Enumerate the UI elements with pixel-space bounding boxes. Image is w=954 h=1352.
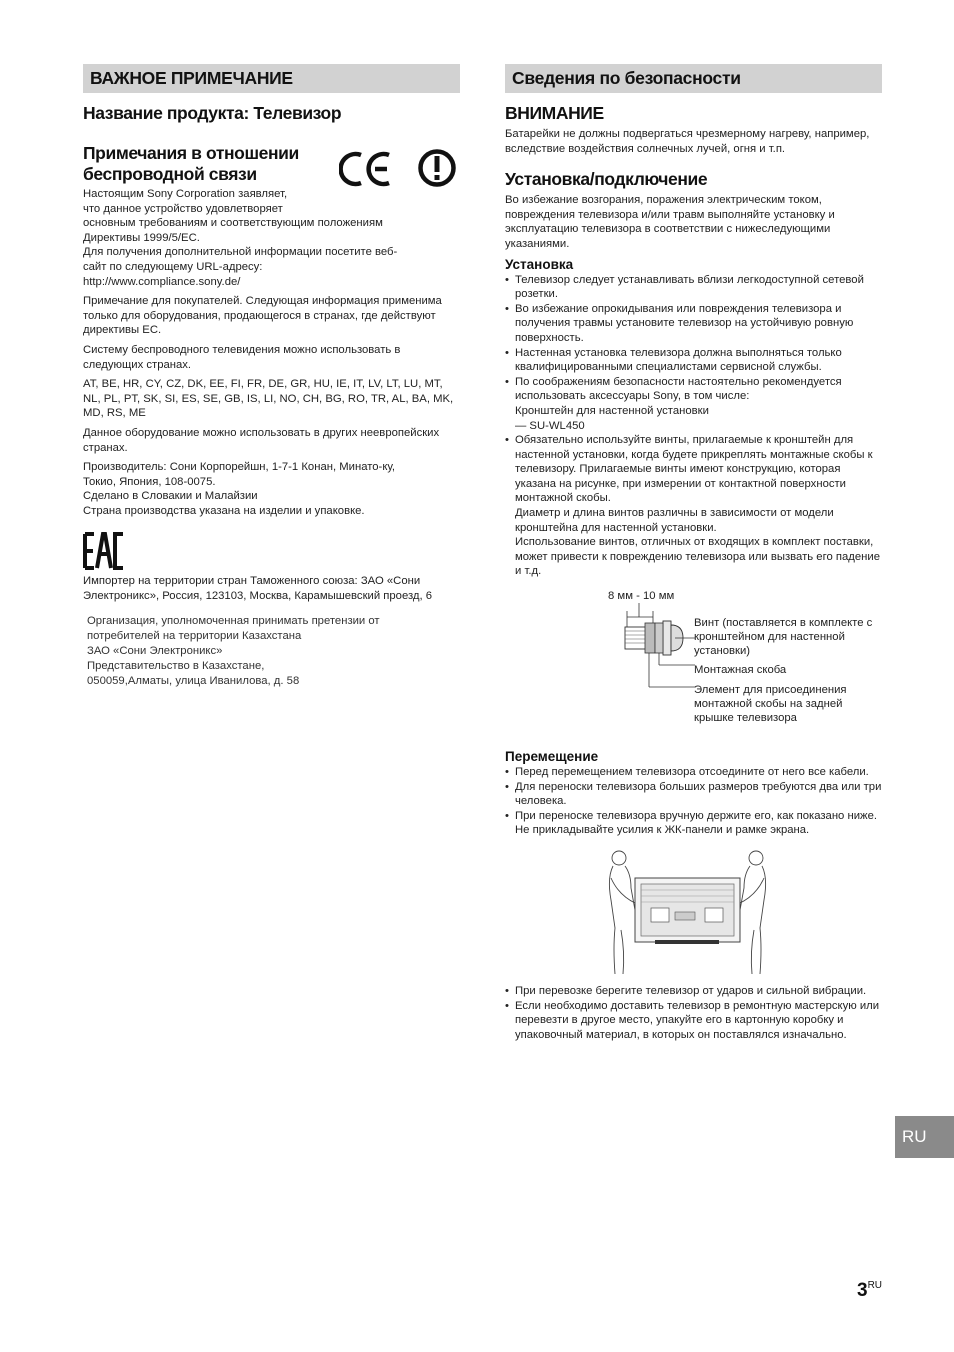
wireless-para-line: Настоящим Sony Corporation заявляет, bbox=[83, 188, 288, 200]
list-item: • Во избежание опрокидывания или повреждения телевизора и получения травмы установите телевизор на устойчивую ровную поверхность. bbox=[505, 302, 882, 346]
product-name-heading: Название продукта: Телевизор bbox=[83, 103, 342, 123]
wireless-para-line: основным требованиям и соответствующим положениям bbox=[83, 217, 383, 230]
countries-list: AT, BE, HR, CY, CZ, DK, EE, FI, FR, DE, GR, HU, IE, IT, LV, LT, LU, MT, NL, PL, PT, SK, SI, ES, SE, GB, IS, LI, NO, CH, BG, RO, TR, AL, BA, MK, MD, RS, ME bbox=[83, 378, 454, 420]
wireless-para-line: Директивы 1999/5/EC. bbox=[83, 231, 200, 244]
org-line: потребителей на территории Казахстана bbox=[87, 629, 302, 642]
carrying-tv-illustration bbox=[605, 848, 770, 978]
installation-subheading: Установка bbox=[505, 256, 574, 272]
non-eu-para: Данное оборудование можно использовать в других неевропейских странах. bbox=[83, 426, 440, 454]
caution-heading: ВНИМАНИЕ bbox=[505, 103, 604, 123]
org-line: Представительство в Казахстане, bbox=[87, 659, 265, 672]
wireless-countries-intro: Систему беспроводного телевидения можно использовать в следующих странах. bbox=[83, 343, 401, 371]
eac-logo-icon bbox=[83, 532, 125, 570]
section-title-important-note: ВАЖНОЕ ПРИМЕЧАНИЕ bbox=[83, 64, 460, 93]
wireless-para-line: Для получения дополнительной информации посетите веб- bbox=[83, 246, 398, 259]
caution-text: Батарейки не должны подвергаться чрезмерному нагреву, например, вследствие воздействия солнечных лучей, огня и т.п. bbox=[505, 128, 870, 155]
manufacturer-line: Производитель: Сони Корпорейшн, 1-7-1 Конан, Минато-ку, bbox=[83, 461, 396, 474]
left-column bbox=[83, 64, 460, 689]
list-item bbox=[505, 375, 882, 433]
section-title-safety: Сведения по безопасности bbox=[505, 64, 882, 93]
screw-label: Винт (поставляется в комплекте с кронштейном для настенной установки) bbox=[694, 617, 873, 658]
screws-item-text: • Обязательно используйте винты, прилагаемые к кронштейн для настенной установки, когда будете прикреплять монтажные скобы к телевизору. Прилагаемые винты имеют конструкцию, которая указана на рисунке, при измерении от контактной поверхности монтажной скобы. bbox=[515, 434, 873, 505]
wireless-para-line: что данное устройство удовлетворяет bbox=[83, 202, 283, 215]
page-number bbox=[857, 1280, 882, 1302]
moving-list-2 bbox=[505, 984, 882, 1042]
list-item: • При перевозке берегите телевизор от ударов и сильной вибрации. bbox=[505, 984, 882, 999]
manufacturer-line: Страна производства указана на изделии и упаковке. bbox=[83, 504, 365, 517]
eu-note-para: Примечание для покупателей. Следующая информация применима только для оборудования, продающегося в странах, где действуют директивы ЕС. bbox=[83, 295, 442, 337]
moving-subheading: Перемещение bbox=[505, 749, 599, 765]
list-item: • Настенная установка телевизора должна выполняться только квалифицированными специалистами сервисной службы. bbox=[505, 346, 882, 375]
screws-item-line2: Диаметр и длина винтов различны в зависимости от модели кронштейна для настенной установки. bbox=[515, 507, 834, 534]
wireless-heading-line2: беспроводной связи bbox=[83, 164, 257, 184]
alert-mark-icon bbox=[417, 148, 457, 188]
bracket-item-text: • По соображениям безопасности настоятельно рекомендуется использовать аксессуары Sony, в том числе: bbox=[515, 375, 842, 403]
language-tab: RU bbox=[895, 1116, 954, 1158]
importer-para: Импортер на территории стран Таможенного союза: ЗАО «Сони Электроникс», Россия, 123103, Москва, Карамышевский проезд, 6 bbox=[83, 575, 433, 603]
org-line: ЗАО «Сони Электроникс» bbox=[87, 644, 223, 657]
wireless-heading-line1: Примечания в отношении bbox=[83, 143, 299, 163]
list-item: • Телевизор следует устанавливать вблизи легкодоступной сетевой розетки. bbox=[505, 273, 882, 302]
page-number-suffix: RU bbox=[867, 1280, 883, 1291]
list-item bbox=[505, 433, 882, 579]
org-line: 050059,Алматы, улица Иванилова, д. 58 bbox=[87, 674, 300, 687]
screws-item-line3: Использование винтов, отличных от входящих в комплект поставки, может привести к повреждению телевизора или вызвать его падение и т.д. bbox=[515, 536, 880, 578]
list-item: • Для переноски телевизора больших размеров требуются два или три человека. bbox=[505, 780, 882, 809]
screw-diagram bbox=[505, 589, 882, 749]
install-intro: Во избежание возгорания, поражения электрическим током, повреждения телевизора и/или травм выполняйте установку и эксплуатацию телевизора в соответствии с нижеследующими указаниями. bbox=[505, 194, 835, 250]
manufacturer-line: Токио, Япония, 108-0075. bbox=[83, 475, 216, 488]
list-item: • Если необходимо доставить телевизор в ремонтную мастерскую или перевезти в другое место, упакуйте его в картонную коробку и упаковочный материал, в которых он поставлялся изначально. bbox=[505, 999, 882, 1043]
right-column bbox=[505, 64, 882, 1042]
bracket-label: Монтажная скоба bbox=[694, 664, 787, 677]
bracket-item-line3: — SU-WL450 bbox=[515, 419, 585, 432]
element-label: Элемент для присоединения монтажной скобы на задней крышке телевизора bbox=[694, 684, 847, 725]
page-number-value: 3 bbox=[857, 1280, 868, 1301]
compliance-url: http://www.compliance.sony.de/ bbox=[83, 275, 241, 288]
manufacturer-line: Сделано в Словакии и Малайзии bbox=[83, 490, 258, 503]
bracket-item-line2: Кронштейн для настенной установки bbox=[515, 404, 709, 417]
dimension-label: 8 мм - 10 мм bbox=[608, 590, 675, 603]
list-item: • Перед перемещением телевизора отсоедините от него все кабели. bbox=[505, 765, 882, 780]
ce-mark-icon bbox=[339, 149, 395, 189]
install-list bbox=[505, 273, 882, 579]
screw-diagram-drawing bbox=[615, 603, 695, 713]
org-line: Организация, уполномоченная принимать претензии от bbox=[87, 614, 380, 627]
wireless-para-line: сайт по следующему URL-адресу: bbox=[83, 260, 263, 273]
moving-list bbox=[505, 765, 882, 838]
install-heading: Установка/подключение bbox=[505, 169, 708, 190]
list-item: • При переноске телевизора вручную держите его, как показано ниже. Не прикладывайте усилия к ЖК-панели и рамке экрана. bbox=[505, 809, 882, 838]
